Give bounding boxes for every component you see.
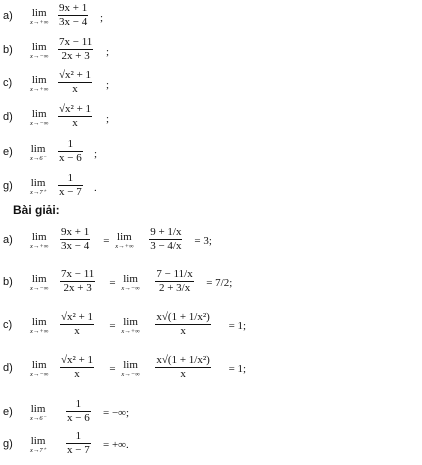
numerator: √x² + 1 xyxy=(61,311,94,323)
lim-operator xyxy=(30,403,46,422)
numerator: 1 xyxy=(67,138,74,150)
denominator: x xyxy=(60,324,94,338)
lim-subscript: x→−∞ xyxy=(121,285,140,292)
numerator: x√(1 + 1/x²) xyxy=(156,311,210,323)
problem-row xyxy=(0,36,422,66)
numerator: 7 − 11/x xyxy=(156,268,193,280)
lim-operator xyxy=(121,316,139,335)
solution-label: e) xyxy=(3,406,13,418)
lim-operator xyxy=(115,231,133,250)
punctuation: ; xyxy=(100,12,104,24)
denominator: 2 + 3/x xyxy=(155,281,193,295)
lim-word: lim xyxy=(31,41,47,53)
solution-row xyxy=(0,430,422,460)
denominator: 3 − 4/x xyxy=(150,240,182,252)
lim-subscript: x→7⁺ xyxy=(30,189,47,196)
fraction xyxy=(58,36,93,63)
fraction xyxy=(58,2,88,29)
lim-word: lim xyxy=(123,316,138,328)
lim-word: lim xyxy=(123,273,138,285)
problem-row xyxy=(0,2,422,32)
equals-sign: = xyxy=(109,277,116,289)
denominator: 2x + 3 xyxy=(58,49,93,63)
lim-word: lim xyxy=(31,316,47,328)
lim-operator xyxy=(30,74,48,93)
lim-subscript: x→−∞ xyxy=(30,285,49,292)
lim-subscript: x→6⁻ xyxy=(30,155,47,162)
lim-subscript: x→+∞ xyxy=(30,86,49,93)
lim-operator xyxy=(30,7,48,26)
numerator: √x² + 1 xyxy=(59,103,92,115)
problem-label: g) xyxy=(3,180,13,192)
denominator: 3x − 4 xyxy=(61,240,90,252)
lim-operator xyxy=(121,359,139,378)
denominator: x − 6 xyxy=(59,152,82,164)
fraction xyxy=(60,226,90,253)
lim-subscript: x→+∞ xyxy=(30,328,49,335)
solution-row xyxy=(0,226,422,256)
lim-operator xyxy=(30,231,48,250)
lim-subscript: x→+∞ xyxy=(30,19,49,26)
equals-sign: = xyxy=(109,320,116,332)
lim-subscript: x→+∞ xyxy=(30,243,49,250)
fraction-simplified xyxy=(155,354,210,381)
equals-sign: = xyxy=(103,235,110,247)
result: = +∞. xyxy=(103,439,129,451)
fraction xyxy=(60,311,94,338)
numerator: √x² + 1 xyxy=(61,354,94,366)
solution-row xyxy=(0,354,422,384)
lim-operator xyxy=(30,359,48,378)
lim-word: lim xyxy=(30,177,46,189)
problem-label: c) xyxy=(3,77,13,89)
result: = 1; xyxy=(228,320,247,332)
numerator: 7x − 11 xyxy=(59,36,93,48)
lim-word: lim xyxy=(31,231,47,243)
denominator: x xyxy=(58,82,92,96)
numerator: x√(1 + 1/x²) xyxy=(156,354,210,366)
result: = −∞; xyxy=(103,407,130,419)
numerator: 7x − 11 xyxy=(61,268,95,280)
solution-label: g) xyxy=(3,438,13,450)
problem-row xyxy=(0,138,422,168)
problem-row xyxy=(0,69,422,99)
lim-word: lim xyxy=(123,359,138,371)
lim-operator xyxy=(30,177,46,196)
numerator: 1 xyxy=(67,172,74,184)
denominator: 2x + 3 xyxy=(60,281,95,295)
solution-label: b) xyxy=(3,276,13,288)
lim-operator xyxy=(30,108,48,127)
numerator: 1 xyxy=(75,398,82,410)
solution-label: a) xyxy=(3,234,13,246)
problem-label: b) xyxy=(3,44,13,56)
denominator: x − 6 xyxy=(67,412,90,424)
problem-label: a) xyxy=(3,10,13,22)
solution-heading: Bài giải: xyxy=(13,203,60,217)
punctuation: ; xyxy=(106,113,110,125)
denominator: x − 7 xyxy=(59,186,82,198)
fraction-simplified xyxy=(155,268,193,295)
lim-subscript: x→+∞ xyxy=(115,243,134,250)
lim-operator xyxy=(30,41,48,60)
lim-subscript: x→−∞ xyxy=(30,371,49,378)
numerator: 9 + 1/x xyxy=(150,226,182,238)
equals-sign: = xyxy=(109,363,116,375)
denominator: 3x − 4 xyxy=(59,16,88,28)
lim-operator xyxy=(30,273,48,292)
denominator: x xyxy=(58,116,92,130)
result: = 7/2; xyxy=(206,277,233,289)
lim-operator xyxy=(121,273,139,292)
solution-row xyxy=(0,268,422,298)
lim-operator xyxy=(30,435,46,454)
lim-subscript: x→−∞ xyxy=(30,53,49,60)
denominator: x xyxy=(155,324,210,338)
fraction xyxy=(58,103,92,130)
result: = 3; xyxy=(194,235,212,247)
solution-row xyxy=(0,398,422,428)
numerator: 9x + 1 xyxy=(61,226,90,238)
fraction xyxy=(60,354,94,381)
lim-word: lim xyxy=(30,403,46,415)
lim-word: lim xyxy=(30,435,46,447)
result: = 1; xyxy=(228,363,247,375)
denominator: x xyxy=(60,367,94,381)
lim-word: lim xyxy=(31,359,47,371)
problem-label: e) xyxy=(3,146,13,158)
lim-word: lim xyxy=(30,143,46,155)
lim-word: lim xyxy=(31,7,47,19)
lim-operator xyxy=(30,143,46,162)
lim-word: lim xyxy=(31,108,47,120)
fraction-simplified xyxy=(149,226,182,253)
numerator: 1 xyxy=(75,430,82,442)
punctuation: ; xyxy=(94,148,98,160)
solution-row xyxy=(0,311,422,341)
denominator: x xyxy=(155,367,210,381)
problem-row xyxy=(0,172,422,202)
fraction xyxy=(66,398,91,425)
lim-subscript: x→6⁻ xyxy=(30,415,47,422)
lim-operator xyxy=(30,316,48,335)
lim-word: lim xyxy=(31,273,47,285)
punctuation: ; xyxy=(106,79,110,91)
fraction xyxy=(60,268,95,295)
punctuation: . xyxy=(94,182,97,194)
fraction xyxy=(58,138,83,165)
lim-subscript: x→+∞ xyxy=(121,328,140,335)
numerator: 9x + 1 xyxy=(59,2,88,14)
solution-label: c) xyxy=(3,319,13,331)
fraction-simplified xyxy=(155,311,210,338)
denominator: x − 7 xyxy=(67,444,90,456)
lim-subscript: x→−∞ xyxy=(121,371,140,378)
numerator: √x² + 1 xyxy=(59,69,92,81)
punctuation: ; xyxy=(106,46,110,58)
problem-row xyxy=(0,103,422,133)
fraction xyxy=(58,172,83,199)
fraction xyxy=(66,430,91,457)
problem-label: d) xyxy=(3,111,13,123)
solution-label: d) xyxy=(3,362,13,374)
lim-word: lim xyxy=(117,231,132,243)
lim-subscript: x→−∞ xyxy=(30,120,49,127)
lim-subscript: x→7⁺ xyxy=(30,447,47,454)
fraction xyxy=(58,69,92,96)
lim-word: lim xyxy=(31,74,47,86)
